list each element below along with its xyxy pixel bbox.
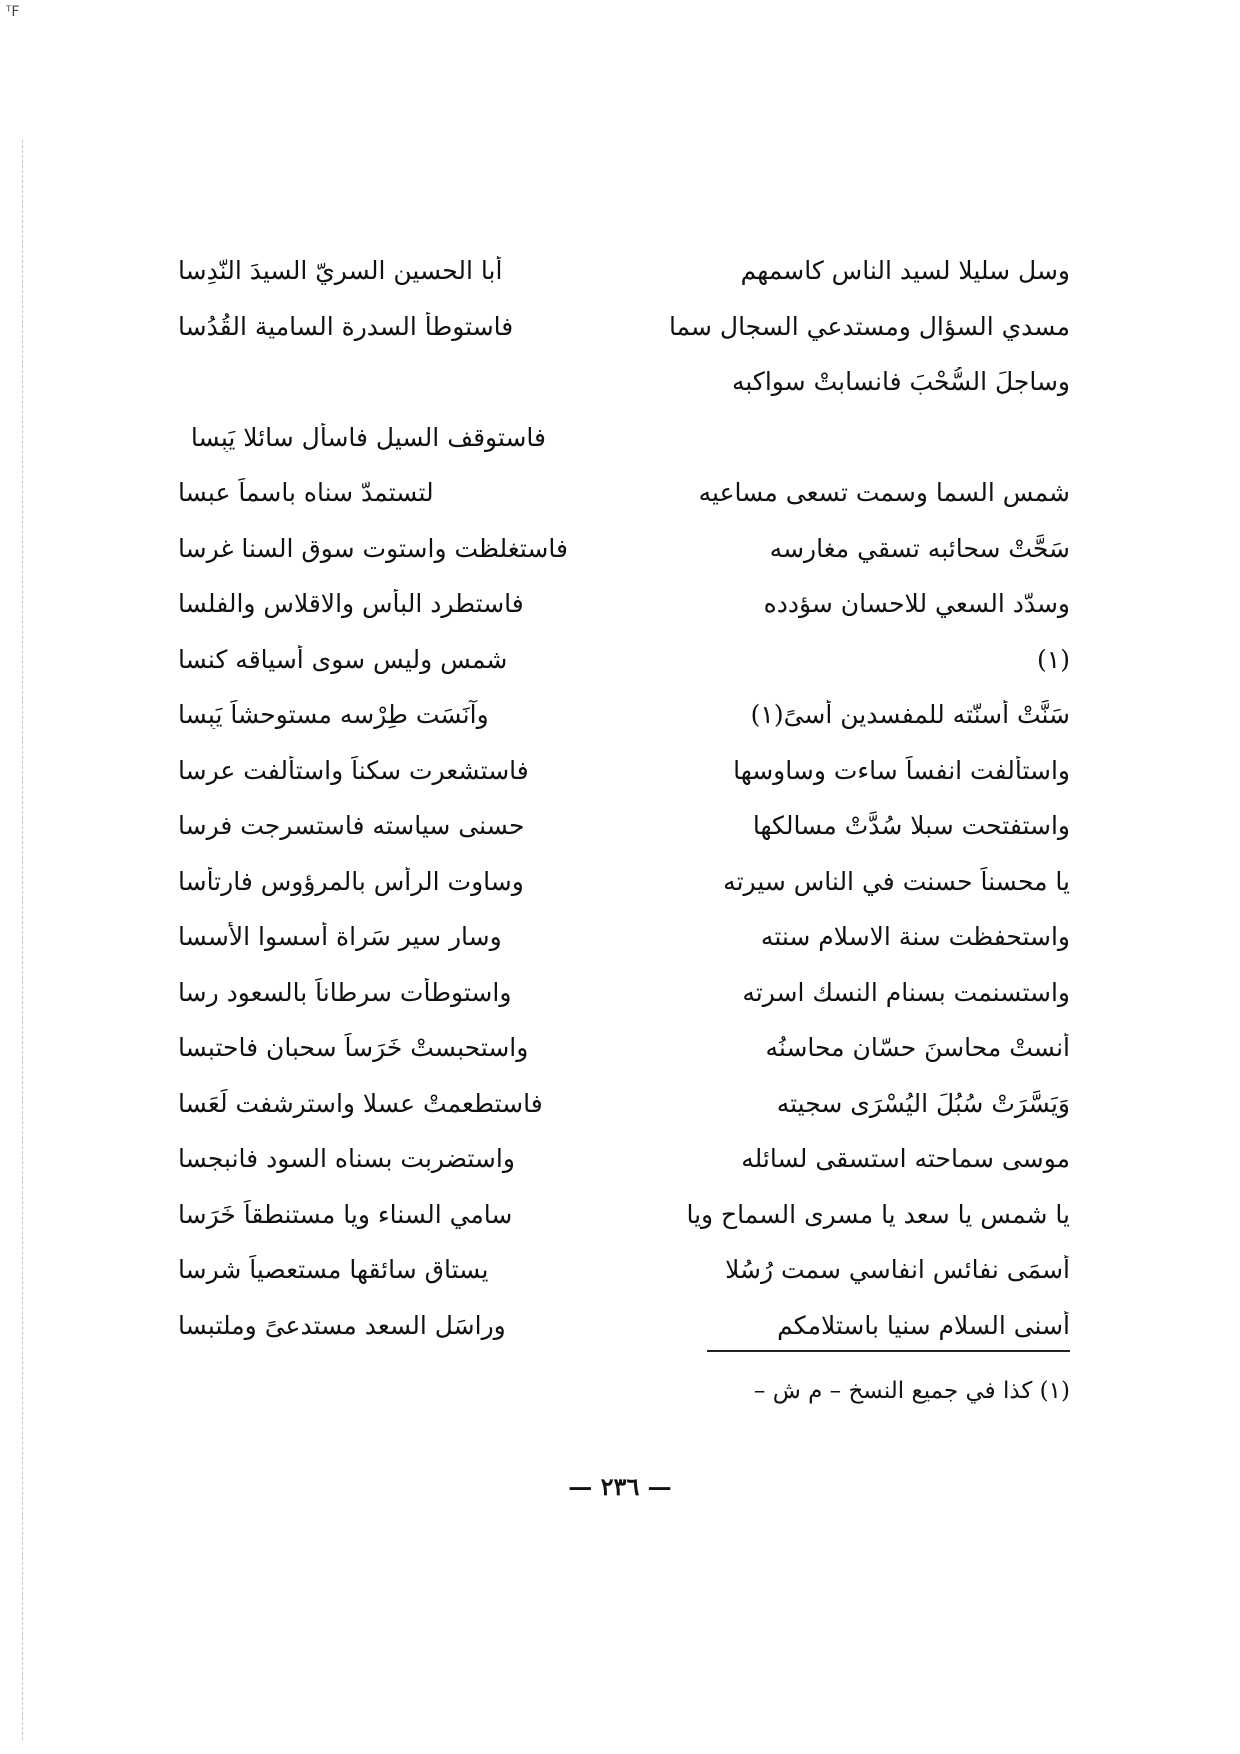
verse-second-hemistich: واستوطأت سرطاناً بالسعود رسا [178, 977, 512, 1007]
verse-first-hemistich: وسدّد السعي للاحسان سؤدده [763, 589, 1070, 619]
verse-first-hemistich: واستسنمت بسنام النسك اسرته [742, 977, 1070, 1007]
verse-second-hemistich: فاستطعمتْ عسلا واسترشفت لَعَسا [178, 1088, 543, 1118]
verse-line [178, 299, 1070, 355]
verse-line [178, 576, 1070, 632]
verse-second-hemistich: وسار سير سَراة أسسوا الأسسا [178, 922, 502, 952]
verse-line [178, 1298, 1070, 1354]
verse-second-hemistich: واستضربت بسناه السود فانبجسا [178, 1144, 515, 1174]
verse-second-hemistich: لتستمدّ سناه باسماً عبسا [178, 478, 434, 508]
verse-second-hemistich: أبا الحسين السريّ السيدَ النّدِسا [178, 256, 503, 286]
verse-line [178, 909, 1070, 965]
verse-first-hemistich: وساجلَ السُّحْبَ فانسابتْ سواكبه [731, 367, 1070, 397]
page-number: — ٢٣٦ — [568, 1472, 672, 1501]
verse-second-hemistich: وراسَل السعد مستدعىً وملتبسا [178, 1310, 506, 1340]
footnote: (١) كذا في جميع النسخ – م ش – [753, 1378, 1070, 1404]
verse-first-hemistich: واستحفظت سنة الاسلام سنته [760, 922, 1070, 952]
verse-line [178, 1131, 1070, 1187]
verse-line [178, 965, 1070, 1021]
verse-second-hemistich: يستاق سائقها مستعصياً شرسا [178, 1255, 489, 1285]
verse-second-hemistich: وساوت الرأس بالمرؤوس فارتأسا [178, 866, 524, 896]
verse-second-hemistich: سامي السناء ويا مستنطقاً خَرَسا [178, 1199, 513, 1229]
verse-first-hemistich: واستفتحت سبلا سُدَّتْ مسالكها [752, 811, 1070, 841]
verse-second-hemistich: وآنَسَت طِرْسه مستوحشاً يَبِسا [178, 700, 489, 730]
verse-first-hemistich: يا شمس يا سعد يا مسرى السماح ويا [686, 1199, 1070, 1229]
verse-first-hemistich: مسدي السؤال ومستدعي السجال سما [668, 311, 1070, 341]
verse-line [178, 465, 1070, 521]
verse-line [178, 1242, 1070, 1298]
verse-second-hemistich: شمس وليس سوى أسياقه كنسا [178, 644, 508, 674]
verse-second-hemistich: فاستغلظت واستوت سوق السنا غرسا [178, 533, 568, 563]
verse-first-hemistich: أُسمَى نفائس انفاسي سمت رُسُلا [725, 1255, 1070, 1285]
verse-first-hemistich: وسل سليلا لسيد الناس كاسمهم [740, 256, 1070, 286]
verse-first-hemistich: أنستْ محاسنَ حسّانٍ محاسنُه [765, 1033, 1070, 1063]
verse-second-hemistich: واستحبستْ خَرَساً سحبان فاحتبسا [178, 1033, 529, 1063]
verse-line [178, 243, 1070, 299]
verse-first-hemistich: شمس السما وسمت تسعى مساعيه [698, 478, 1070, 508]
verse-first-hemistich: موسى سماحته استسقى لسائله [741, 1144, 1070, 1174]
verse-second-hemistich: حسنى سياسته فاستسرجت فرسا [178, 811, 525, 841]
verse-line [178, 1076, 1070, 1132]
verse-first-hemistich: أسنى السلام سنيا باستلامكم [777, 1310, 1070, 1340]
verse-first-hemistich: سَحَّتْ سحائبه تسقي مغارسه [769, 533, 1070, 563]
verse-first-hemistich: (١) [1037, 644, 1070, 674]
verse-line [178, 632, 1070, 688]
verse-second-hemistich: فاستوقف السيل فاسأل سائلا يَبِسا [190, 422, 546, 452]
verse-first-hemistich: سَنَّتْ أسنّته للمفسدين أسىً(١) [750, 700, 1070, 730]
poem-body [178, 243, 1070, 1353]
verse-line [178, 521, 1070, 577]
verse-line [178, 410, 1070, 466]
verse-line [178, 743, 1070, 799]
scan-corner-mark: ᵀF [6, 4, 20, 20]
verse-first-hemistich: وَيَسَّرَتْ سُبُلَ اليُسْرَى سجيته [776, 1088, 1070, 1118]
footnote-divider [707, 1350, 1070, 1352]
verse-line [178, 1020, 1070, 1076]
verse-second-hemistich: فاستوطأ السدرة السامية القُدُسا [178, 311, 514, 341]
verse-line [178, 1187, 1070, 1243]
verse-first-hemistich: يا محسناً حسنت في الناس سيرته [723, 866, 1070, 896]
verse-line [178, 798, 1070, 854]
verse-line [178, 354, 1070, 410]
verse-first-hemistich: واستألفت انفساً ساءت وساوسها [733, 755, 1070, 785]
verse-second-hemistich: فاستشعرت سكناً واستألفت عرسا [178, 755, 529, 785]
verse-second-hemistich: فاستطرد البأس والاقلاس والفلسا [178, 589, 524, 619]
verse-line [178, 854, 1070, 910]
verse-line [178, 687, 1070, 743]
